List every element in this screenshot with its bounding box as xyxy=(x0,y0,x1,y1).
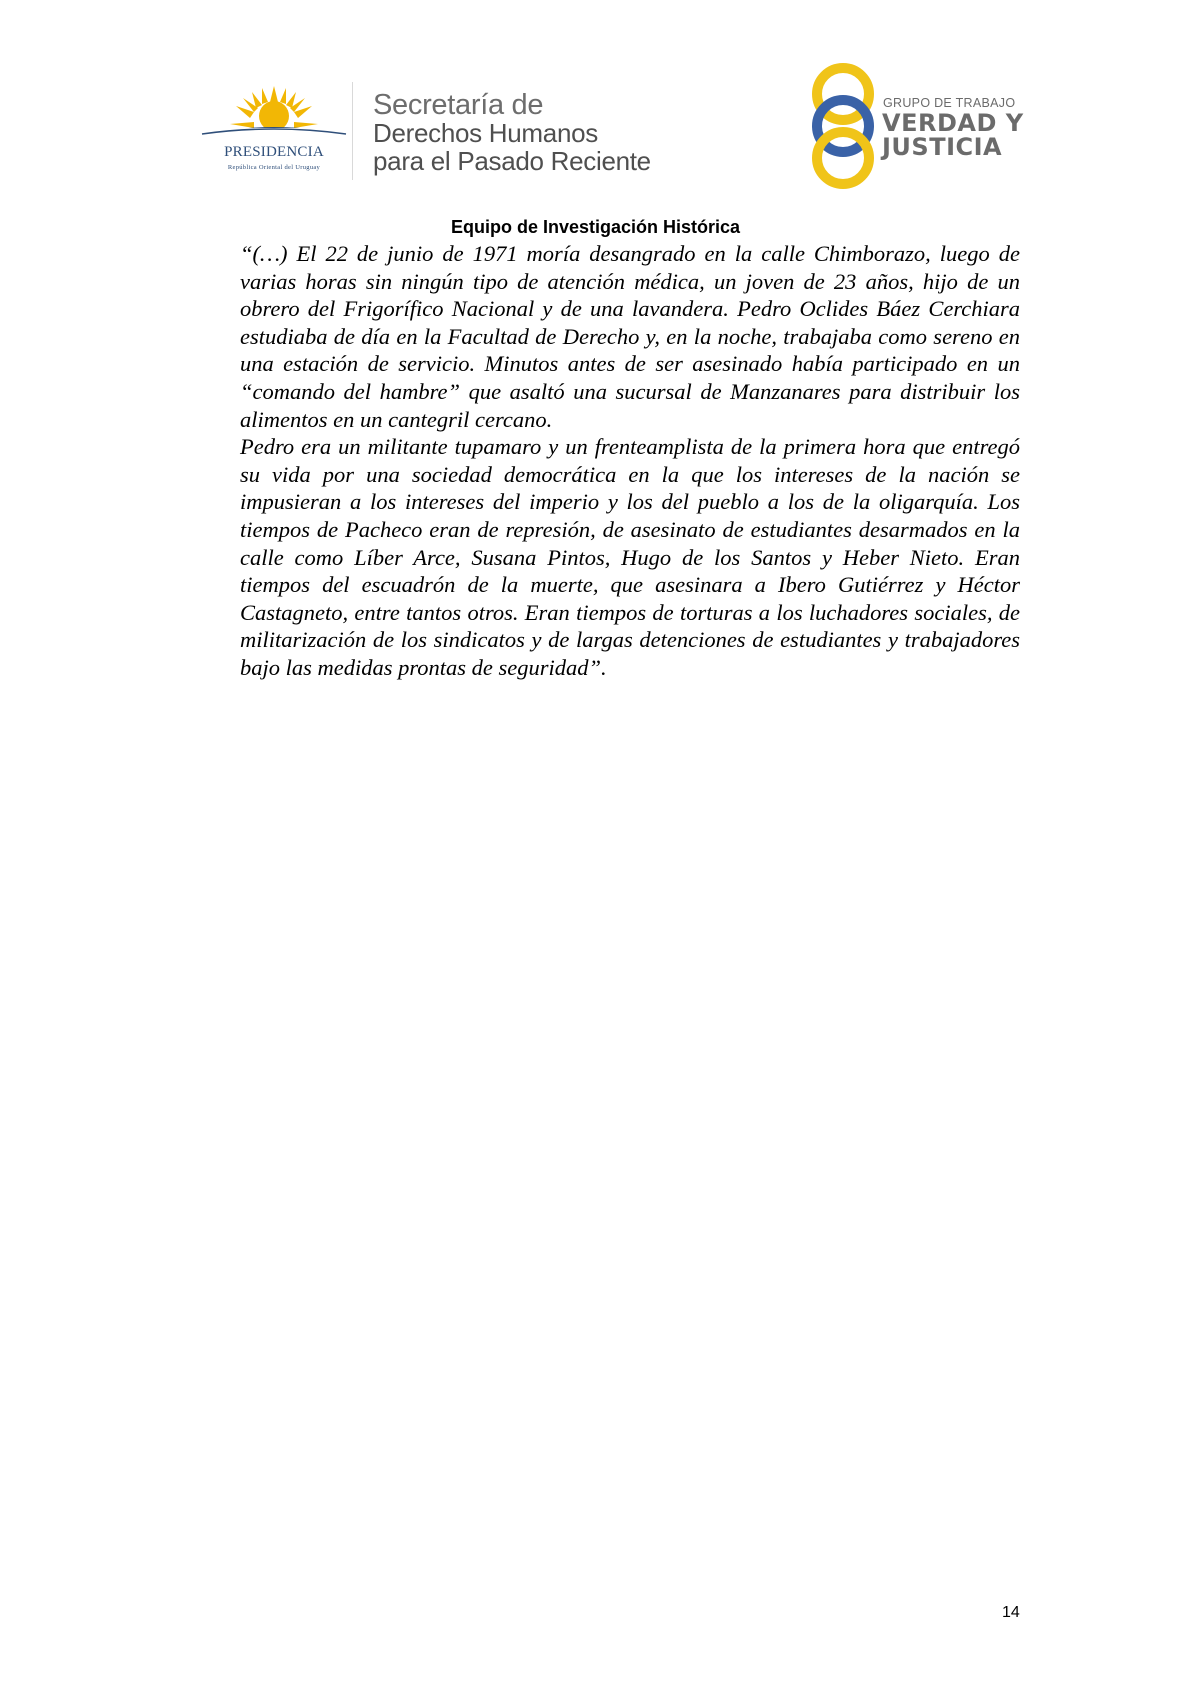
header-divider xyxy=(352,82,353,180)
secretaria-logo xyxy=(373,90,651,175)
secretaria-line-3: para el Pasado Reciente xyxy=(373,145,651,176)
presidencia-logo xyxy=(196,84,352,176)
presidencia-name: PRESIDENCIA xyxy=(224,144,324,160)
secretaria-line-2: Derechos Humanos xyxy=(373,118,598,149)
page-number: 14 xyxy=(1002,1604,1020,1621)
sun-emblem-icon xyxy=(196,84,352,146)
grupo-label: GRUPO DE TRABAJO xyxy=(883,96,1016,110)
section-title: Equipo de Investigación Histórica xyxy=(450,217,741,237)
justicia-label: JUSTICIA xyxy=(882,133,1003,161)
secretaria-line-1: Secretaría de xyxy=(373,89,544,121)
verdad-label: VERDAD Y xyxy=(882,109,1024,137)
quoted-text xyxy=(240,240,1020,682)
presidencia-subtitle: República Oriental del Uruguay xyxy=(227,164,321,171)
paragraph-2: Pedro era un militante tupamaro y un frenteamplista de la primera hora que entregó su vida por una sociedad democrática en la que los intereses de la nación se impusieran a los intereses del imperio y los del pueblo a los de la oligarquía. Los tiempos de Pacheco eran de represión, de asesinato de estudiantes desarmados en la calle como Líber Arce, Susana Pintos, Hugo de los Santos y Heber Nieto. Eran tiempos del escuadrón de la muerte, que asesinara a Ibero Gutiérrez y Héctor Castagneto, entre tantos otros. Eran tiempos de torturas a los luchadores sociales, de militarización de los sindicatos y de largas detenciones de estudiantes y trabajadores bajo las medidas prontas de seguridad”. xyxy=(240,434,1020,680)
interlocked-rings-icon xyxy=(808,62,878,190)
grupo-verdad-justicia-logo xyxy=(808,62,1028,190)
paragraph-1: “(…) El 22 de junio de 1971 moría desangrado en la calle Chimborazo, luego de varias horas sin ningún tipo de atención médica, un joven de 23 años, hijo de un obrero del Frigorífico Nacional y de una lavandera. Pedro Oclides Báez Cerchiara estudiaba de día en la Facultad de Derecho y, en la noche, trabajaba como sereno en una estación de servicio. Minutos antes de ser asesinado había participado en un “comando del hambre” que asaltó una sucursal de Manzanares para distribuir los alimentos en un cantegril cercano. xyxy=(240,241,1020,432)
